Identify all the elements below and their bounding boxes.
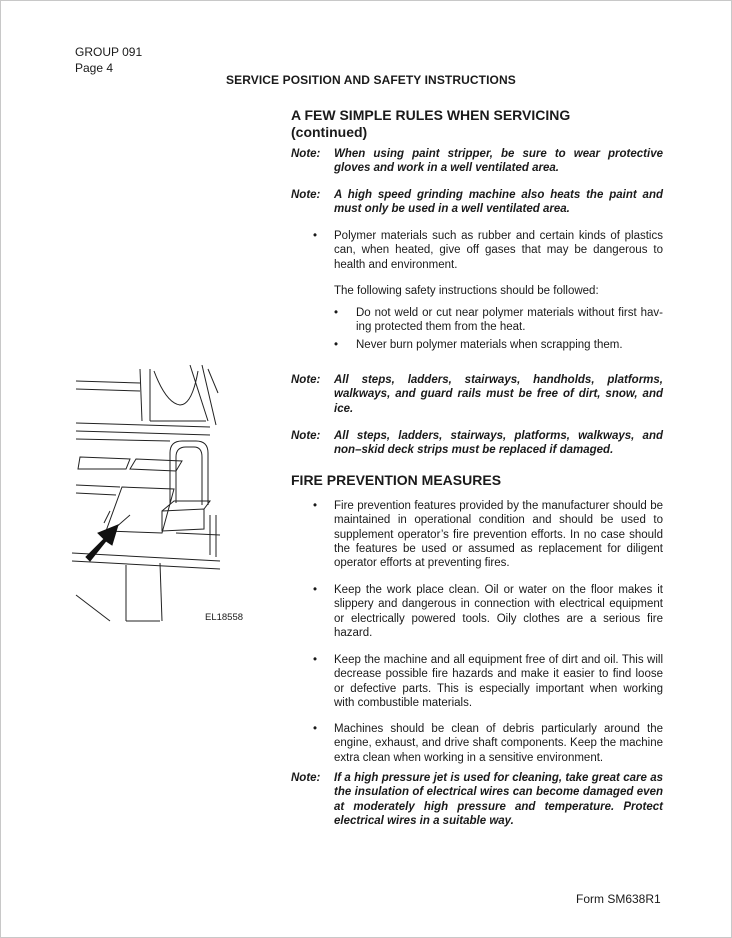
- bullet-mark: •: [334, 307, 339, 319]
- page-title: SERVICE POSITION AND SAFETY INSTRUCTIONS: [226, 73, 516, 87]
- step-top: [78, 457, 130, 469]
- step-edge: [176, 533, 220, 535]
- rail-line: [76, 431, 210, 435]
- section-heading-rules: [291, 107, 570, 141]
- subbullet-never-burn: [334, 338, 663, 352]
- step-box: [162, 509, 204, 531]
- note-label: Note:: [291, 148, 321, 160]
- frame-line: [208, 369, 218, 393]
- subbullet-do-not-weld: [334, 306, 663, 335]
- machine-step-illustration: [70, 365, 245, 625]
- note-paint-stripper: [291, 147, 663, 176]
- form-number: Form SM638R1: [576, 892, 661, 906]
- step-edge: [72, 561, 220, 569]
- bullet-mark: •: [312, 654, 318, 666]
- note-grinding-machine: [291, 188, 663, 217]
- rail-line: [76, 423, 210, 427]
- bullet-free-of-dirt-oil: [310, 653, 663, 710]
- frame-line: [76, 381, 140, 383]
- section-heading-line1: A FEW SIMPLE RULES WHEN SERVICING: [291, 107, 571, 123]
- bullet-clean-workplace: [310, 583, 663, 640]
- bullet-clean-of-debris: [310, 722, 663, 765]
- bullet-mark: •: [312, 230, 318, 242]
- bullet-text: Never burn polymer materials when scrapping them.: [356, 339, 623, 351]
- frame-line: [190, 365, 208, 421]
- step-top: [130, 459, 182, 471]
- lower-frame: [76, 595, 110, 621]
- bullet-mark: •: [312, 584, 318, 596]
- handrail: [176, 447, 202, 505]
- group-number: GROUP 091: [75, 45, 143, 59]
- page-header: [75, 44, 142, 76]
- rail-line: [76, 439, 170, 441]
- frame-line: [140, 369, 142, 421]
- bullet-text: Polymer materials such as rubber and certain kinds of plastics can, when heated, give off gases that may be dangerous to health and environment.: [334, 230, 663, 271]
- section-heading-fire-prevention: FIRE PREVENTION MEASURES: [291, 472, 502, 488]
- frame-line: [76, 389, 140, 391]
- lower-frame: [160, 563, 162, 621]
- note-text: All steps, ladders, stairways, handholds, platforms, walkways, and guard rails must be free of dirt, snow, and ice.: [334, 374, 663, 415]
- note-text: If a high pressure jet is used for cleaning, take great care as the insulation of electrical wires can become damaged even at moderately high pressure and temperature. Protect electrical wires in a suitable way.: [334, 772, 663, 827]
- frame-line: [154, 371, 198, 405]
- bullet-text: Keep the work place clean. Oil or water on the floor makes it slippery and dangerous in connection with electrical equipment or electrically powered tools. Oily clothes are a serious fire hazard.: [334, 584, 663, 639]
- note-label: Note:: [291, 189, 321, 201]
- bullet-text: Keep the machine and all equipment free of dirt and oil. This will decrease possible fire hazards and make it easier to find loose or defective parts. This is especially important when working with combustible materials.: [334, 654, 663, 709]
- bullet-mark: •: [312, 500, 318, 512]
- note-high-pressure-jet: [291, 771, 663, 828]
- note-steps-free-of-dirt: [291, 373, 663, 416]
- note-replace-if-damaged: [291, 429, 663, 458]
- note-label: Note:: [291, 374, 321, 386]
- bullet-polymer-materials: [310, 229, 663, 272]
- section-heading-line2: (continued): [291, 124, 368, 140]
- step-edge: [76, 493, 116, 495]
- note-text: A high speed grinding machine also heats the paint and must only be used in a well ventilated area.: [334, 189, 663, 216]
- note-label: Note:: [291, 772, 321, 784]
- safety-intro-text: The following safety instructions should be followed:: [334, 285, 599, 297]
- note-text: All steps, ladders, stairways, platforms, walkways, and non–skid deck strips must be replaced if damaged.: [334, 430, 663, 457]
- bullet-fire-features: [310, 499, 663, 570]
- bullet-text: Fire prevention features provided by the manufacturer should be maintained in operational condition and should be used to supplement operator’s fire prevention efforts. In no case should the features be used or assumed as replacement for diligent operator efforts at preventing fires.: [334, 500, 663, 570]
- step-edge: [76, 485, 120, 487]
- bullet-text: Do not weld or cut near polymer materials without first hav-ing protected them from the heat.: [356, 307, 663, 334]
- note-text: When using paint stripper, be sure to wear protective gloves and work in a well ventilated area.: [334, 148, 663, 175]
- bullet-mark: •: [334, 339, 339, 351]
- page-number: Page 4: [75, 61, 114, 75]
- frame-line: [202, 365, 216, 425]
- note-label: Note:: [291, 430, 321, 442]
- bullet-text: Machines should be clean of debris particularly around the engine, exhaust, and drive shaft components. Keep the machine extra clean when working in a sensitive environment.: [334, 723, 663, 764]
- bullet-mark: •: [312, 723, 318, 735]
- figure-label: EL18558: [205, 612, 244, 623]
